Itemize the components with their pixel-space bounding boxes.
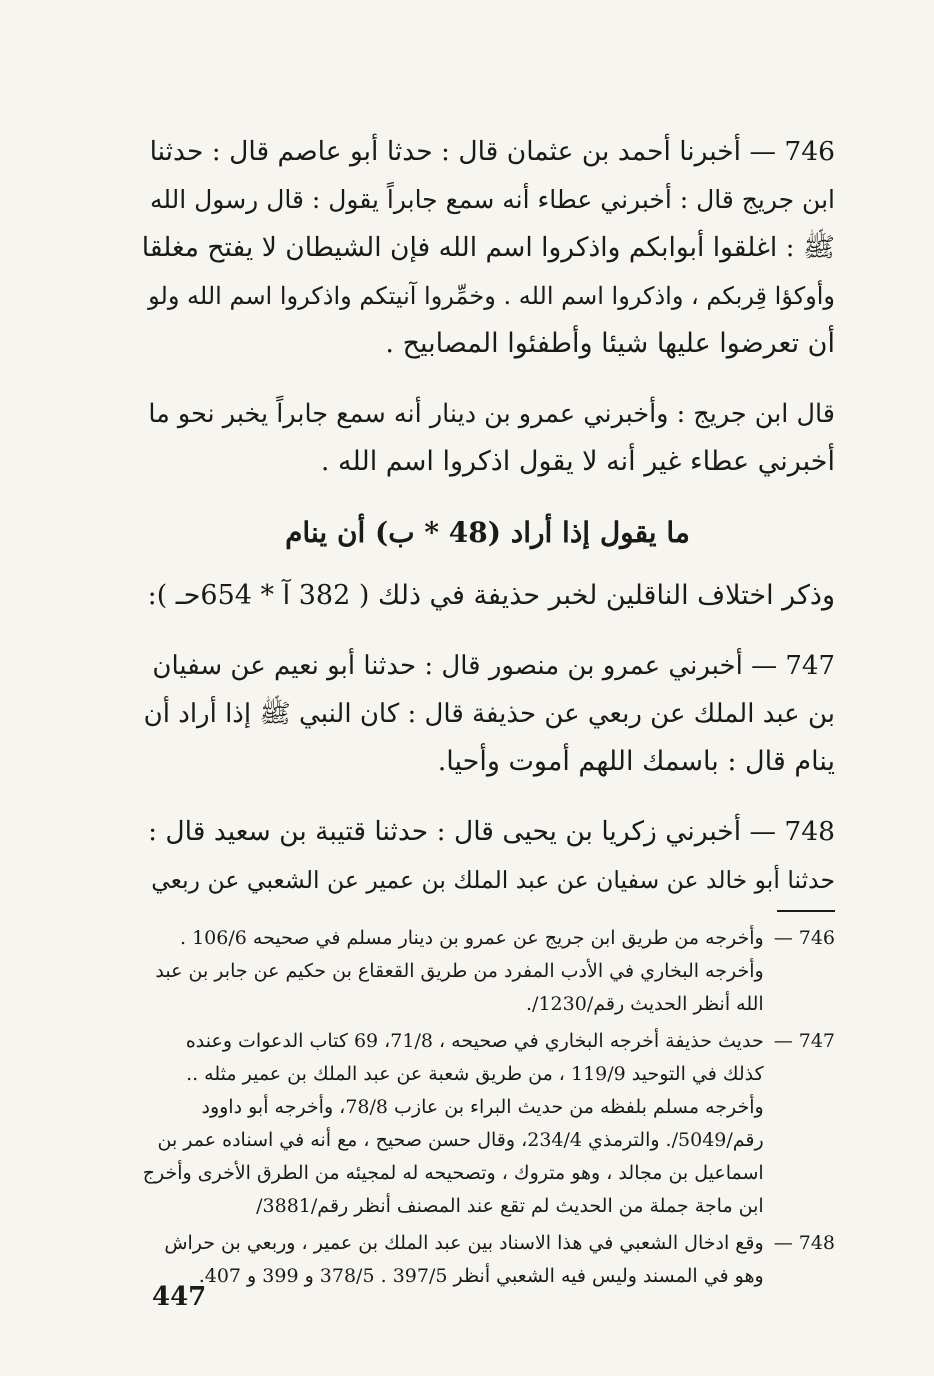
hadith-748 bbox=[140, 808, 835, 904]
footnote-text bbox=[140, 1025, 764, 1223]
footnote-number: 746 — bbox=[773, 927, 835, 949]
hadith-747 bbox=[140, 642, 835, 786]
footnote-line: وقع ادخال الشعبي في هذا الاسناد بين عبد الملك بن عمير ، وربعي بن حراش bbox=[164, 1232, 764, 1254]
text-line: بن عبد الملك عن ربعي عن حذيفة قال : كان النبي ﷺ إذا أراد أن bbox=[143, 699, 835, 729]
hadith-746 bbox=[140, 128, 835, 368]
text-line: ﷺ : اغلقوا أبوابكم واذكروا اسم الله فإن الشيطان لا يفتح مغلقا bbox=[141, 232, 835, 263]
text-line: قال ابن جريج : وأخبرني عمرو بن دينار أنه سمع جابراً يخبر نحو ما bbox=[148, 399, 835, 429]
footnote-number: 748 — bbox=[773, 1232, 835, 1254]
hadith-746-addendum bbox=[140, 390, 835, 486]
text-line: 747 — أخبرني عمرو بن منصور قال : حدثنا أبو نعيم عن سفيان bbox=[152, 651, 835, 681]
text-line: أخبرني عطاء غير أنه لا يقول اذكروا اسم الله . bbox=[320, 446, 835, 477]
footnote-divider bbox=[777, 910, 835, 912]
page-body bbox=[140, 128, 835, 1297]
footnote-748 bbox=[140, 1227, 835, 1293]
footnote-line: حديث حذيفة أخرجه البخاري في صحيحه ، 71/8، 69 كتاب الدعوات وعنده bbox=[185, 1030, 764, 1052]
text-line: حدثنا أبو خالد عن سفيان عن عبد الملك بن عمير عن الشعبي عن ربعي bbox=[151, 866, 835, 894]
footnotes bbox=[140, 922, 835, 1293]
footnote-line: ابن ماجة جملة من الحديث لم تقع عند المصنف أنظر رقم/3881/ bbox=[256, 1195, 764, 1217]
footnote-747 bbox=[140, 1025, 835, 1223]
text-line: ابن جريج قال : أخبرني عطاء أنه سمع جابراً يقول : قال رسول الله bbox=[149, 185, 835, 214]
text-line: 746 — أخبرنا أحمد بن عثمان قال : حدثا أبو عاصم قال : حدثنا bbox=[149, 136, 835, 167]
footnote-line: وهو في المسند وليس فيه الشعبي أنظر 397/5 . 378/5 و 399 و 407. bbox=[198, 1265, 764, 1287]
text-line: وأوكؤا قِربكم ، واذكروا اسم الله . وخمِّروا آنيتكم واذكروا اسم الله ولو bbox=[148, 282, 835, 310]
text-line: ينام قال : باسمك اللهم أموت وأحيا. bbox=[437, 746, 835, 777]
page-number: 447 bbox=[152, 1282, 207, 1312]
footnote-line: الله أنظر الحديث رقم/1230/. bbox=[526, 993, 764, 1015]
footnote-line: اسماعيل بن مجالد ، وهو متروك ، وتصحيحه له لمجيئه من الطرق الأخرى وأخرج bbox=[142, 1162, 764, 1184]
footnote-text bbox=[140, 922, 764, 1021]
section-heading: ما يقول إذا أراد (48 * ب) أن ينام bbox=[285, 516, 690, 549]
footnote-line: وأخرجه مسلم بلفظه من حديث البراء بن عازب 78/8، وأخرجه أبو داوود bbox=[201, 1096, 764, 1118]
footnote-746 bbox=[140, 922, 835, 1021]
section-intro bbox=[140, 572, 835, 620]
text-line: أن تعرضوا عليها شيئا وأطفئوا المصابيح . bbox=[385, 328, 835, 359]
text-line: وذكر اختلاف الناقلين لخبر حذيفة في ذلك ( 382 آ * 654حـ ): bbox=[147, 580, 835, 611]
footnote-line: كذلك في التوحيد 119/9 ، من طريق شعبة عن عبد الملك بن عمير مثله .. bbox=[186, 1063, 764, 1085]
footnote-line: وأخرجه من طريق ابن جريج عن عمرو بن دينار مسلم في صحيحه 106/6 . bbox=[180, 927, 764, 949]
footnote-number: 747 — bbox=[773, 1030, 835, 1052]
text-line: 748 — أخبرني زكريا بن يحيى قال : حدثنا قتيبة بن سعيد قال : bbox=[148, 816, 835, 847]
footnote-text bbox=[140, 1227, 764, 1293]
footnote-line: وأخرجه البخاري في الأدب المفرد من طريق القعقاع بن حكيم عن جابر بن عبد bbox=[155, 960, 764, 982]
footnote-line: رقم/5049/. والترمذي 234/4، وقال حسن صحيح ، مع أنه في اسناده عمر بن bbox=[157, 1129, 764, 1151]
